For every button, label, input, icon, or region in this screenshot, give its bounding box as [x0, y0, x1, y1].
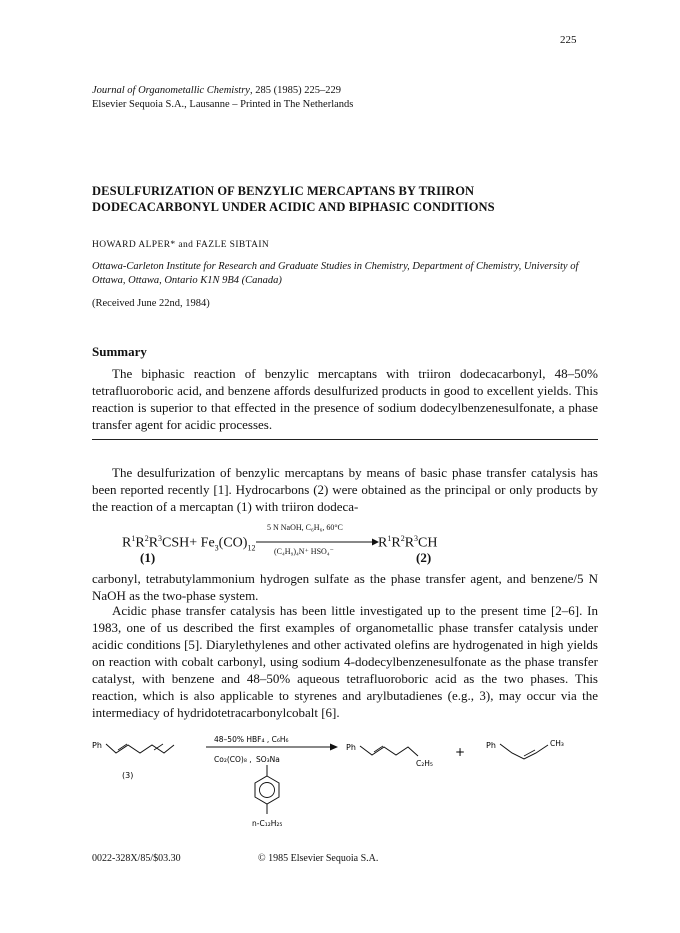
scheme-arrowhead	[330, 744, 338, 751]
journal-citation-line	[92, 84, 353, 98]
scheme-ph-product-1: Ph	[346, 743, 356, 752]
equation-condition-bottom: (C₄H₉)₄N⁺ HSO₄⁻	[274, 547, 334, 556]
benzene-ring	[255, 776, 279, 804]
title-line-2: DODECACARBONYL UNDER ACIDIC AND BIPHASIC CONDITIONS	[92, 200, 495, 214]
diene-chain	[106, 744, 174, 753]
paragraph-2: carbonyl, tetrabutylammonium hydrogen sulfate as the phase transfer agent, and benzene/5 N NaOH as the two-phase system.	[92, 571, 598, 603]
scheme-ph-product-2: Ph	[486, 741, 496, 750]
page-number: 225	[560, 34, 577, 46]
scheme-condition-cobalt: Co₂(CO)₈ ,	[214, 755, 252, 764]
authors: HOWARD ALPER* and FAZLE SIBTAIN	[92, 240, 270, 250]
product-2-chain	[500, 744, 548, 759]
scheme-methyl: CH₃	[550, 739, 564, 748]
affiliation: Ottawa-Carleton Institute for Research and Graduate Studies in Chemistry, Department of Chemistry, University of Ottawa, Ottawa, Ontario K1N 9B4 (Canada)	[92, 261, 579, 286]
received-date: (Received June 22nd, 1984)	[92, 298, 210, 309]
reaction-arrow	[256, 537, 380, 547]
publisher-line: Elsevier Sequoia S.A., Lausanne – Printed in The Netherlands	[92, 99, 354, 110]
scheme-so3na: SO₃Na	[256, 755, 280, 764]
summary-text: The biphasic reaction of benzylic mercaptans with triiron dodecacarbonyl, 48–50% tetrafluoroboric acid, and benzene affords desulfurized products in good to excellent yields. This reaction is superior to that effected in the presence of sodium dodecylbenzenesulfonate, a phase transfer agent for acidic processes.	[92, 366, 598, 432]
product-1-chain	[360, 746, 418, 756]
compound-label-3: (3)	[122, 771, 134, 780]
summary-heading: Summary	[92, 344, 147, 359]
title-line-1: DESULFURIZATION OF BENZYLIC MERCAPTANS BY TRIIRON	[92, 184, 475, 198]
journal-header	[92, 84, 353, 112]
journal-name: Journal of Organometallic Chemistry	[92, 85, 250, 96]
section-divider	[92, 439, 598, 440]
product-2-double-bond	[524, 750, 535, 756]
compound-label-2: (2)	[416, 550, 432, 565]
journal-citation: , 285 (1985) 225–229	[249, 85, 341, 96]
scheme-condition-top: 48–50% HBF₄ , C₆H₆	[214, 735, 289, 744]
scheme-ph-start: Ph	[92, 741, 102, 750]
footer-copyright: © 1985 Elsevier Sequoia S.A.	[258, 853, 379, 864]
reaction-scheme	[92, 734, 612, 842]
equation-reactants: $R^1R^2R^3CSH+ Fe_3(CO)_{12}$	[122, 534, 256, 553]
scheme-plus: +	[455, 745, 466, 759]
equation-product: $R^1R^2R^3CH$	[378, 534, 438, 551]
scheme-alkyl-chain: n-C₁₂H₂₅	[252, 819, 283, 828]
scheme-ethyl: C₂H₅	[416, 759, 433, 768]
paragraph-3: Acidic phase transfer catalysis has been little investigated up to the present time [2–6]. In 1983, one of us described the first examples of organometallic phase transfer catalysis under acidic conditions [5]. Diarylethylenes and other activated olefins are hydrogenated in high yields on reaction with cobalt carbonyl, using sodium 4-dodecylbenzenesulfonate as the phase transfer catalyst, with benzene and 48–50% aqueous tetrafluoroboric acid as the two phases. This reaction, which is also applicable to styrenes and arylbutadienes (e.g., 3), may occur via the intermediacy of hydridotetracarbonylcobalt [6].	[92, 603, 598, 720]
aromatic-circle	[260, 783, 275, 798]
compound-label-1: (1)	[140, 550, 156, 565]
equation-condition-top: 5 N NaOH, C₆H₆, 60°C	[267, 523, 343, 532]
paragraph-1: The desulfurization of benzylic mercaptans by means of basic phase transfer catalysis has been reported recently [1]. Hydrocarbons (2) were obtained as the principal or only products by the reaction of a mercaptan (1) with triiron dodeca-	[92, 465, 598, 514]
footer-issn: 0022-328X/85/$03.30	[92, 853, 181, 864]
article-title	[92, 183, 612, 215]
